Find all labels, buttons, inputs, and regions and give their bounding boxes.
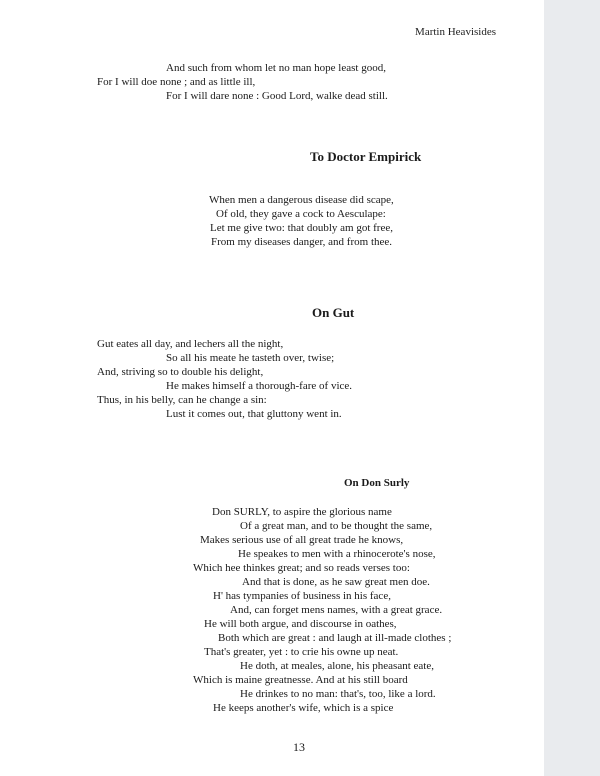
poem-line: Both which are great : and laugh at ill-made clothes ;	[218, 632, 452, 644]
poem-line: Let me give two: that doubly am got free,	[210, 222, 393, 234]
poem-line: That's greater, yet : to crie his owne up neat.	[204, 646, 399, 658]
poem-line: When men a dangerous disease did scape,	[209, 194, 394, 206]
viewer-side-panel	[544, 0, 600, 776]
poem-line: He makes himself a thorough-fare of vice.	[166, 380, 353, 392]
poem-line: Lust it comes out, that gluttony went in.	[166, 408, 342, 420]
page-number: 13	[293, 740, 305, 754]
poem-line: Thus, in his belly, can he change a sin:	[97, 394, 267, 406]
poem-line: Gut eates all day, and lechers all the night,	[97, 338, 284, 350]
poem-title: On Gut	[312, 305, 355, 320]
fragment-line: For I will doe none ; and as little ill,	[97, 76, 256, 88]
poem-line: He speakes to men with a rhinocerote's nose,	[238, 548, 436, 560]
poem-line: He keeps another's wife, which is a spice	[213, 702, 394, 714]
poem-title: On Don Surly	[344, 477, 410, 489]
poem-line: He will both argue, and discourse in oathes,	[204, 618, 397, 630]
poem-line: He drinkes to no man: that's, too, like a lord.	[240, 688, 436, 700]
poem-line: Of a great man, and to be thought the same,	[240, 520, 433, 532]
fragment-line: And such from whom let no man hope least good,	[166, 62, 386, 74]
poem-line: He doth, at meales, alone, his pheasant eate,	[240, 660, 434, 672]
poem-line: Which hee thinkes great; and so reads verses too:	[193, 562, 410, 574]
poem-line: Makes serious use of all great trade he knows,	[200, 534, 404, 546]
poem-line: From my diseases danger, and from thee.	[211, 236, 393, 248]
poem-line: And, striving so to double his delight,	[97, 366, 264, 378]
poem-line: H' has tympanies of business in his face,	[213, 590, 391, 602]
fragment-line: For I will dare none : Good Lord, walke dead still.	[166, 90, 388, 102]
poem-line: And that is done, as he saw great men doe.	[242, 576, 430, 588]
poem-line: Of old, they gave a cock to Aesculape:	[216, 208, 386, 220]
poem-line: So all his meate he tasteth over, twise;	[166, 352, 335, 364]
poem-title: To Doctor Empirick	[310, 149, 422, 164]
poem-line: Which is maine greatnesse. And at his still board	[193, 674, 408, 686]
running-header-author: Martin Heavisides	[415, 26, 496, 38]
poem-line: Don SURLY, to aspire the glorious name	[212, 506, 392, 518]
poem-line: And, can forget mens names, with a great grace.	[230, 604, 443, 616]
